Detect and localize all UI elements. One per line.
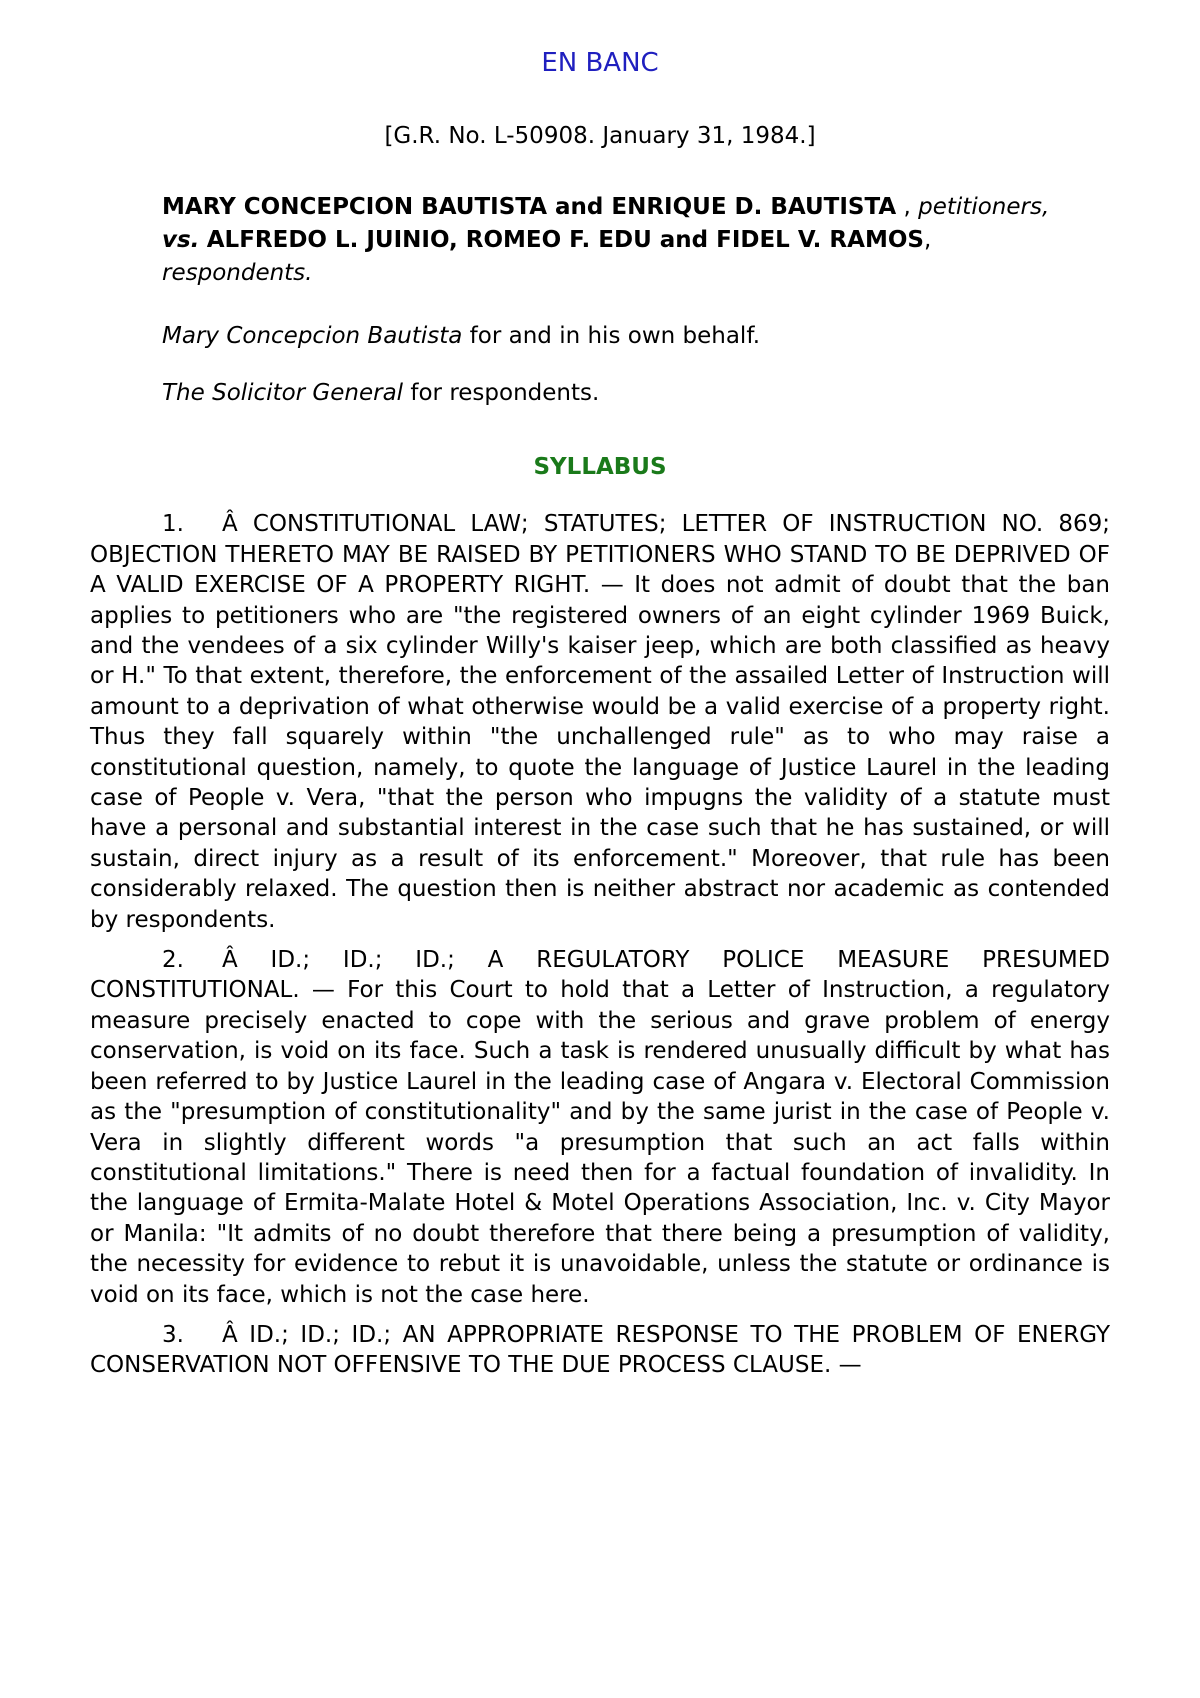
paragraph-text: Â ID.; ID.; ID.; AN APPROPRIATE RESPONSE TO THE PROBLEM OF ENERGY CONSERVATION NOT OFFENSIVE TO THE DUE PROCESS CLAUSE. — bbox=[90, 1321, 1110, 1379]
paragraph-number: 2. bbox=[162, 947, 184, 974]
caption-separator: , bbox=[923, 226, 932, 253]
counsel-name: The Solicitor General bbox=[162, 379, 404, 406]
syllabus-heading: SYLLABUS bbox=[533, 453, 667, 480]
document-page bbox=[90, 48, 1110, 1381]
case-caption bbox=[162, 191, 1060, 290]
syllabus-paragraph-2 bbox=[90, 945, 1110, 1310]
counsel-role: for and in his own behalf. bbox=[462, 322, 761, 349]
syllabus-paragraph-3 bbox=[90, 1320, 1110, 1381]
paragraph-text: Â CONSTITUTIONAL LAW; STATUTES; LETTER OF INSTRUCTION NO. 869; OBJECTION THERETO MAY BE RAISED BY PETITIONERS WHO STAND TO BE DEPRIVED OF A VALID EXERCISE OF A PROPERTY RIGHT. — It does not admit of doubt that the ban applies to petitioners who are "the registered owners of an eight cylinder 1969 Buick, and the vendees of a six cylinder Willy's kaiser jeep, which are both classified as heavy or H." To that extent, therefore, the enforcement of the assailed Letter of Instruction will amount to a deprivation of what otherwise would be a valid exercise of a property right. Thus they fall squarely within "the unchallenged rule" as to who may raise a constitutional question, namely, to quote the language of Justice Laurel in the leading case of People v. Vera, "that the person who impugns the validity of a statute must have a personal and substantial interest in the case such that he has sustained, or will sustain, direct injury as a result of its enforcement." Moreover, that rule has been considerably relaxed. The question then is neither abstract nor academic as contended by respondents. bbox=[90, 511, 1110, 933]
paragraph-number: 3. bbox=[162, 1321, 184, 1348]
petitioners-label: petitioners, bbox=[918, 193, 1050, 220]
versus-label: vs. bbox=[162, 226, 200, 253]
counsel-role: for respondents. bbox=[403, 379, 600, 406]
counsel-name: Mary Concepcion Bautista bbox=[162, 322, 463, 349]
respondents-label: respondents. bbox=[162, 259, 313, 286]
syllabus-paragraph-1 bbox=[90, 509, 1110, 935]
court-division: EN BANC bbox=[541, 48, 659, 78]
petitioners-names: MARY CONCEPCION BAUTISTA and ENRIQUE D. BAUTISTA bbox=[162, 193, 897, 220]
respondents-names: ALFREDO L. JUINIO, ROMEO F. EDU and FIDEL V. RAMOS bbox=[206, 226, 924, 253]
counsel-petitioner bbox=[162, 320, 1110, 353]
counsel-respondents bbox=[162, 377, 1110, 410]
case-number: [G.R. No. L-50908. January 31, 1984.] bbox=[384, 123, 816, 150]
paragraph-number: 1. bbox=[162, 511, 184, 538]
caption-separator: , bbox=[896, 193, 919, 220]
paragraph-text: Â ID.; ID.; ID.; A REGULATORY POLICE MEASURE PRESUMED CONSTITUTIONAL. — For this Court to hold that a Letter of Instruction, a regulatory measure precisely enacted to cope with the serious and grave problem of energy conservation, is void on its face. Such a task is rendered unusually difficult by what has been referred to by Justice Laurel in the leading case of Angara v. Electoral Commission as the "presumption of constitutionality" and by the same jurist in the case of People v. Vera in slightly different words "a presumption that such an act falls within constitutional limitations." There is need then for a factual foundation of invalidity. In the language of Ermita-Malate Hotel & Motel Operations Association, Inc. v. City Mayor or Manila: "It admits of no doubt therefore that there being a presumption of validity, the necessity for evidence to rebut it is unavoidable, unless the statute or ordinance is void on its face, which is not the case here. bbox=[90, 947, 1110, 1308]
